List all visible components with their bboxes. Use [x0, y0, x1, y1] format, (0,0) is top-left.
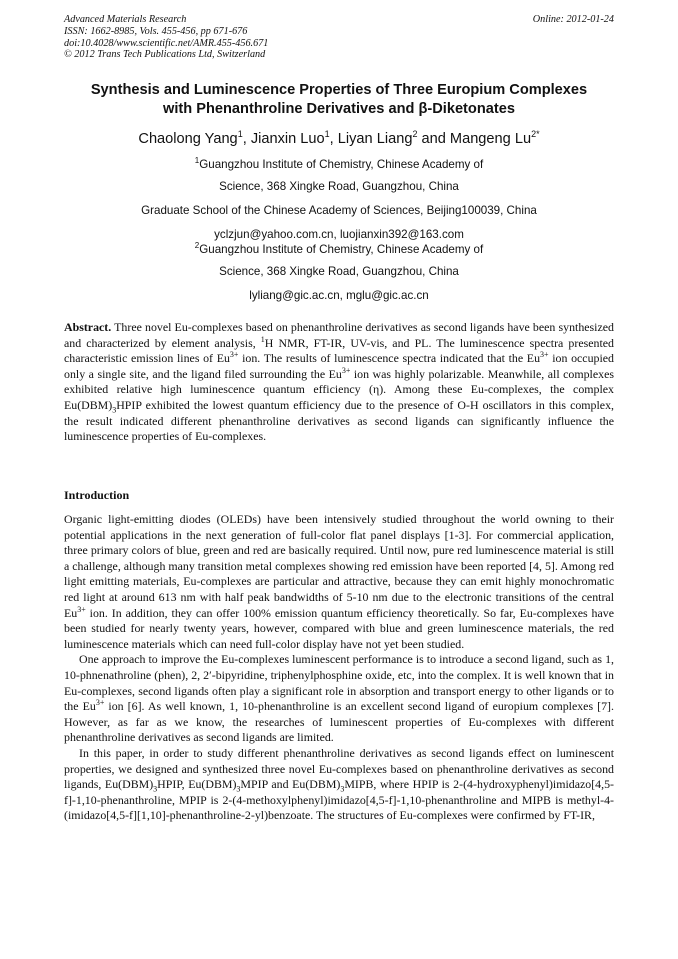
author-list [40, 129, 638, 147]
affiliation-1-line-2: Science, 368 Xingke Road, Guangzhou, China [219, 180, 459, 193]
introduction-body [64, 512, 614, 824]
author-affiliation-mark: 2* [531, 129, 540, 139]
intro-paragraph-3: In this paper, in order to study different phenanthroline derivatives as second ligands effect on luminescent properties, we designed and synthesized three novel Eu-complexes based on phenanthroline derivatives as second ligands, $Eu(DBM)_3HPIP$, $Eu(DBM)_3MPIP$ and $Eu(DBM)_3MIPB$, where HPIP is 2-(4-hydroxyphenyl)imidazo[4,5-f]-1,10-phenanthroline, MPIP is 2-(4-methoxylphenyl)imidazo[4,5-f]-1,10-phenanthroline and MIPB is methyl-4-(imidazo[4,5-f][1,10]-phenanthroline-2-yl)benzoate. The structures of Eu-complexes were confirmed by FT-IR, [64, 745, 614, 823]
journal-name: Advanced Materials Research [64, 14, 187, 25]
title-line-1: Synthesis and Luminescence Properties of Three Europium Complexes [90, 82, 588, 98]
author-affiliation-mark: 1 [324, 129, 330, 139]
online-date: Online: 2012-01-24 [532, 14, 614, 25]
abstract-label: Abstract. [64, 320, 112, 334]
author-separator: , [329, 130, 338, 147]
author-name: Jianxin Luo [250, 130, 325, 147]
introduction-heading: Introduction [64, 488, 130, 502]
author-separator: , [242, 130, 251, 147]
graduate-school-affiliation: Graduate School of the Chinese Academy of Sciences, Beijing100039, China [141, 204, 537, 217]
affiliation-mark: 2 [194, 241, 200, 250]
author-affiliation-mark: 1 [237, 129, 243, 139]
author-emails-1: yclzjun@yahoo.com.cn, luojianxin392@163.com [214, 228, 464, 241]
author-emails-2: lyliang@gic.ac.cn, mglu@gic.ac.cn [249, 289, 429, 302]
author-name: Liyan Liang [337, 130, 413, 147]
author-separator: and [417, 130, 450, 147]
paper-title [40, 81, 638, 119]
author-name: Mangeng Lu [449, 130, 532, 147]
affiliation-2-line-2: Science, 368 Xingke Road, Guangzhou, China [219, 265, 459, 278]
affiliation-mark: 1 [194, 156, 200, 165]
journal-header [64, 14, 268, 61]
intro-paragraph-1: Organic light-emitting diodes (OLEDs) have been intensively studied throughout the world owning to their potential applications in the next generation of full-color flat panel displays [1-3]. For commercial application, three primary colors of blue, green and red are basically required. Until now, pure red luminescence material is still a challenge, although many transition metal complexes showing red emission have been reported [4, 5]. Among red light emitting materials, Eu-complexes are particular and attractive, because they can emit highly monochromatic red light at around 613 nm with half peak bandwidths of 5-10 nm due to the electronic transitions of the central $Eu^{3+}$ ion. In addition, they can offer 100% emission quantum efficiency theoretically. So far, Eu-complexes have been studied for nearly twenty years, however, compared with blue and green luminescence materials, the red luminescence materials which can need full-color display have not yet been studied. [64, 512, 614, 651]
affiliation-2-line-1: $^2$Guangzhou Institute of Chemistry, Chinese Academy of [194, 241, 484, 256]
author-name: Chaolong Yang [138, 130, 238, 147]
intro-paragraph-2: One approach to improve the Eu-complexes luminescent performance is to introduce a second ligand, such as 1, 10-phnenathroline (phen), 2, 2′-bipyridine, triphenylphosphine oxide, etc, into the complex. It is well known that in Eu-complexes, second ligands often play a significant role in absorption and transport energy to other ligands or to the $Eu^{3+}$ ion [6]. As well known, 1, 10-phenanthroline is an excellent second ligand of europium complexes [7]. However, as far as we know, the researches of luminescent properties of Eu-complexes with different phenanthroline derivatives as second ligands are limited. [64, 652, 614, 745]
copyright-line: © 2012 Trans Tech Publications Ltd, Switzerland [64, 49, 266, 61]
title-line-2: with Phenanthroline Derivatives and β-Diketonates [163, 101, 515, 117]
author-affiliation-mark: 2 [412, 129, 418, 139]
issn-line: ISSN: 1662-8985, Vols. 455-456, pp 671-676 [64, 25, 248, 37]
doi-line: doi:10.4028/www.scientific.net/AMR.455-456.671 [64, 37, 269, 49]
abstract: Abstract. Three novel Eu-complexes based on phenanthroline derivatives as second ligands have been synthesized and characterized by element analysis, $^1$H NMR, FT-IR, UV-vis, and PL. The luminescence spectra presented characteristic emission lines of $Eu^{3+}$ ion. The results of luminescence spectra indicated that the $Eu^{3+}$ ion occupied only a single site, and the ligand filed surrounding the $Eu^{3+}$ ion was highly polarizable. Meanwhile, all complexes exhibited relative high luminescence quantum efficiency (η). Among these Eu-complexes, the complex $Eu(DBM)_3HPIP$ exhibited the lowest quantum efficiency due to the presence of O-H oscillators in this complex, the result indicated different phenanthroline derivatives as second ligands can significantly influence the luminescence properties of Eu-complexes. [64, 320, 614, 444]
affiliation-1-line-1: $^1$Guangzhou Institute of Chemistry, Chinese Academy of [194, 156, 484, 171]
